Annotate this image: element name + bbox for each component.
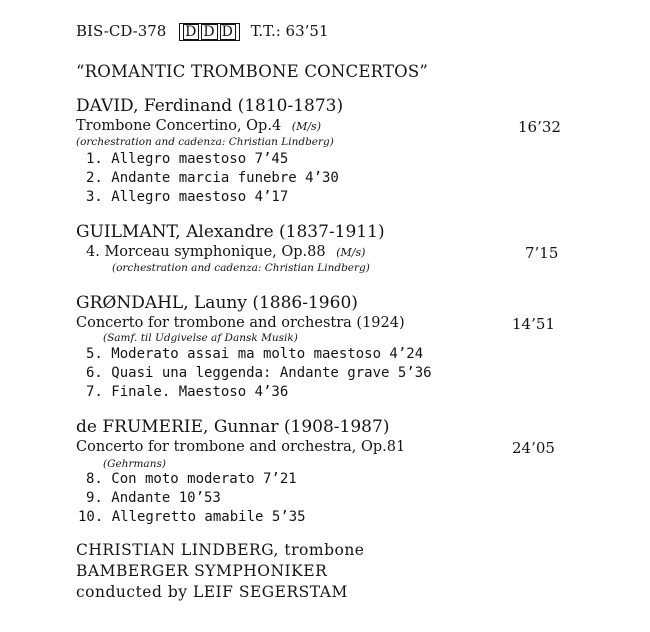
movement-item: 10. Allegretto amabile 5’35 xyxy=(78,509,306,525)
composer-heading: GUILMANT, Alexandre (1837-1911) xyxy=(76,222,385,242)
ddd-letter: D xyxy=(203,24,216,40)
work-title xyxy=(76,118,321,134)
work-title: Concerto for trombone and orchestra (1924) xyxy=(76,315,405,331)
ddd-letter: D xyxy=(185,24,198,40)
work-name: 4. Morceau symphonique, Op.88 xyxy=(86,244,326,260)
work-note: (orchestration and cadenza: Christian Lindberg) xyxy=(76,136,334,148)
credit-orchestra: BAMBERGER SYMPHONIKER xyxy=(76,562,328,580)
ddd-letter: D xyxy=(221,24,234,40)
composer-heading: DAVID, Ferdinand (1810-1873) xyxy=(76,96,344,116)
work-note: (Samf. til Udgivelse af Dansk Musik) xyxy=(103,332,298,344)
movement-item: 6. Quasi una leggenda: Andante grave 5’36 xyxy=(86,365,432,381)
publisher: (M/s) xyxy=(336,246,366,259)
ddd-logo xyxy=(179,23,240,41)
header-line xyxy=(76,22,329,41)
work-note: (orchestration and cadenza: Christian Lindberg) xyxy=(112,262,370,274)
movement-item: 1. Allegro maestoso 7’45 xyxy=(86,151,289,167)
publisher: (M/s) xyxy=(291,120,321,133)
work-title xyxy=(86,244,365,260)
work-duration: 7’15 xyxy=(525,244,559,262)
work-duration: 16’32 xyxy=(518,118,561,136)
composer-heading: GRØNDAHL, Launy (1886-1960) xyxy=(76,293,358,313)
movement-item: 8. Con moto moderato 7’21 xyxy=(86,471,297,487)
work-duration: 24’05 xyxy=(512,439,555,457)
album-title: “ROMANTIC TROMBONE CONCERTOS” xyxy=(76,62,429,81)
movement-item: 2. Andante marcia funebre 4’30 xyxy=(86,170,339,186)
work-duration: 14’51 xyxy=(512,315,555,333)
credit-conductor: conducted by LEIF SEGERSTAM xyxy=(76,583,348,601)
movement-item: 5. Moderato assai ma molto maestoso 4’24 xyxy=(86,346,424,362)
work-note: (Gehrmans) xyxy=(103,458,166,470)
movement-item: 7. Finale. Maestoso 4’36 xyxy=(86,384,289,400)
movement-item: 9. Andante 10’53 xyxy=(86,490,221,506)
work-title: Concerto for trombone and orchestra, Op.81 xyxy=(76,439,406,455)
movement-item: 3. Allegro maestoso 4’17 xyxy=(86,189,289,205)
composer-heading: de FRUMERIE, Gunnar (1908-1987) xyxy=(76,417,390,437)
work-name: Trombone Concertino, Op.4 xyxy=(76,118,282,134)
total-time: T.T.: 63’51 xyxy=(250,22,329,40)
credit-soloist: CHRISTIAN LINDBERG, trombone xyxy=(76,541,365,559)
catalog-number: BIS-CD-378 xyxy=(76,22,167,40)
